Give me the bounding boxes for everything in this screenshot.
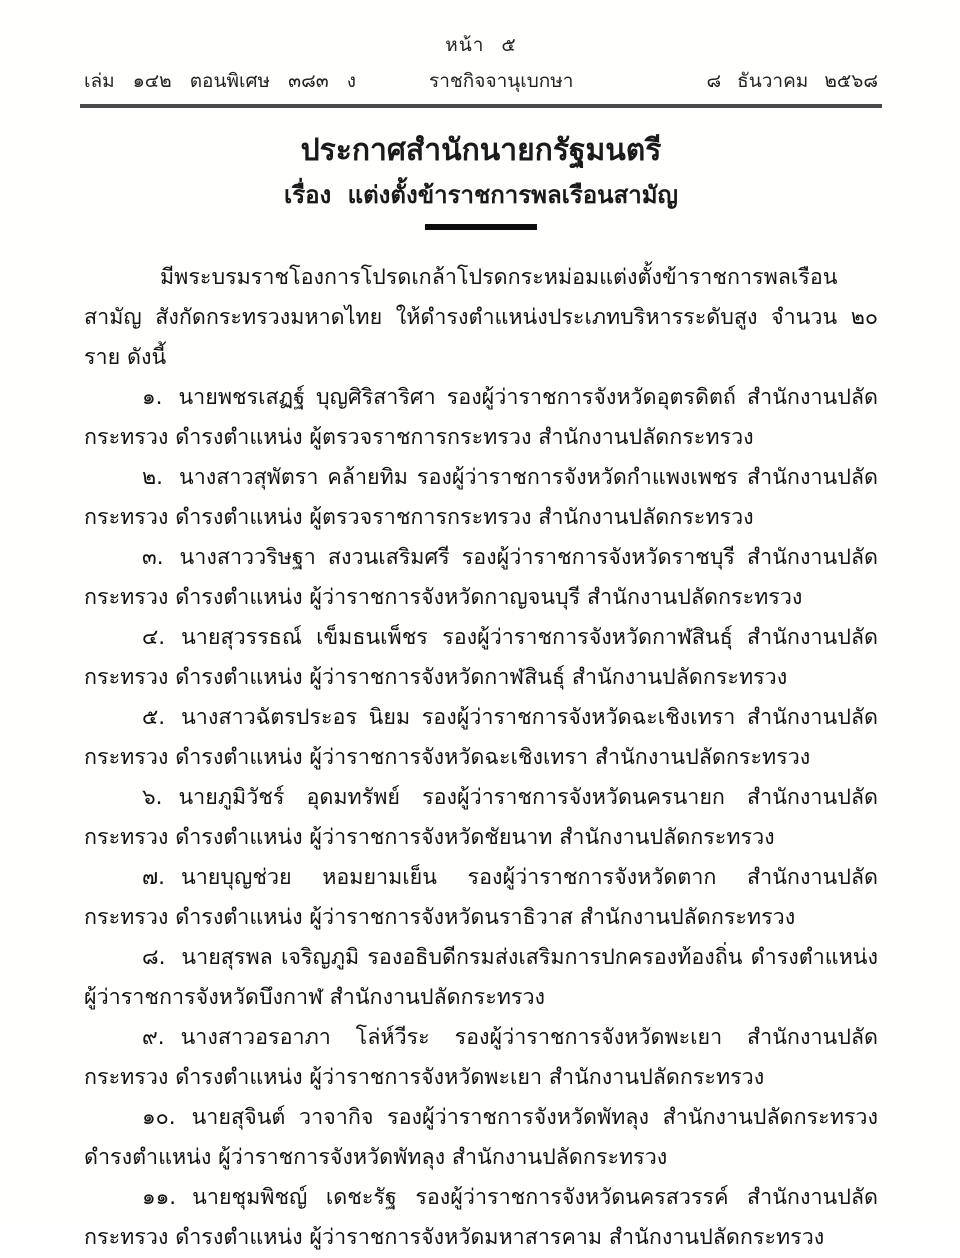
item-text: นางสาวสุพัตรา คล้ายทิม รองผู้ว่าราชการจังหวัดกำแพงเพชร สำนักงานปลัดกระทรวง ดำรงตำแหน่ง ผู้ตรวจราชการกระทรวง สำนักงานปลัดกระทรวง (84, 464, 878, 530)
item-number: ๔. (142, 624, 166, 650)
appointment-item (84, 538, 878, 618)
appointment-item (84, 378, 878, 458)
item-text: นางสาวอรอาภา โล่ห์วีระ รองผู้ว่าราชการจังหวัดพะเยา สำนักงานปลัดกระทรวง ดำรงตำแหน่ง ผู้ว่าราชการจังหวัดพะเยา สำนักงานปลัดกระทรวง (84, 1024, 878, 1090)
item-text: นายพชรเสฏฐ์ บุญศิริสาริศา รองผู้ว่าราชการจังหวัดอุตรดิตถ์ สำนักงานปลัดกระทรวง ดำรงตำแหน่ง ผู้ตรวจราชการกระทรวง สำนักงานปลัดกระทรวง (84, 384, 878, 450)
item-text: นายสุจินต์ วาจากิจ รองผู้ว่าราชการจังหวัดพัทลุง สำนักงานปลัดกระทรวง ดำรงตำแหน่ง ผู้ว่าราชการจังหวัดพัทลุง สำนักงานปลัดกระทรวง (84, 1104, 878, 1170)
item-number: ๗. (142, 864, 166, 890)
item-text: นายภูมิวัชร์ อุดมทรัพย์ รองผู้ว่าราชการจังหวัดนครนายก สำนักงานปลัดกระทรวง ดำรงตำแหน่ง ผู้ว่าราชการจังหวัดชัยนาท สำนักงานปลัดกระทรวง (84, 784, 878, 850)
item-number: ๙. (142, 1024, 165, 1050)
item-text: นายบุญช่วย หอมยามเย็น รองผู้ว่าราชการจังหวัดตาก สำนักงานปลัดกระทรวง ดำรงตำแหน่ง ผู้ว่าราชการจังหวัดนราธิวาส สำนักงานปลัดกระทรวง (84, 864, 878, 930)
gazette-name: ราชกิจจานุเบกษา (429, 70, 574, 92)
intro-paragraph: มีพระบรมราชโองการโปรดเกล้าโปรดกระหม่อมแต่งตั้งข้าราชการพลเรือนสามัญ สังกัดกระทรวงมหาดไทย ให้ดำรงตำแหน่งประเภทบริหารระดับสูง จำนวน ๒๐ ราย ดังนี้ (84, 264, 878, 370)
item-number: ๒. (142, 464, 164, 490)
publication-date: ๘ ธันวาคม ๒๕๖๘ (706, 70, 878, 92)
appointment-item (84, 858, 878, 938)
masthead-row (84, 66, 878, 96)
item-number: ๖. (142, 784, 163, 810)
item-number: ๑๑. (142, 1184, 177, 1210)
appointment-item (84, 698, 878, 778)
announcement-body (84, 258, 878, 1258)
volume-issue-label: เล่ม ๑๔๒ ตอนพิเศษ ๓๘๓ ง (84, 70, 357, 92)
appointment-item (84, 778, 878, 858)
item-number: ๕. (142, 704, 166, 730)
item-text: นางสาววริษฐา สงวนเสริมศรี รองผู้ว่าราชการจังหวัดราชบุรี สำนักงานปลัดกระทรวง ดำรงตำแหน่ง ผู้ว่าราชการจังหวัดกาญจนบุรี สำนักงานปลัดกระทรวง (84, 544, 878, 610)
item-text: นางสาวฉัตรประอร นิยม รองผู้ว่าราชการจังหวัดฉะเชิงเทรา สำนักงานปลัดกระทรวง ดำรงตำแหน่ง ผู้ว่าราชการจังหวัดฉะเชิงเทรา สำนักงานปลัดกระทรวง (84, 704, 878, 770)
item-number: ๑๐. (142, 1104, 176, 1130)
item-number: ๑. (142, 384, 163, 410)
announcement-subject: เรื่อง แต่งตั้งข้าราชการพลเรือนสามัญ (284, 180, 678, 209)
item-text: นายสุรพล เจริญภูมิ รองอธิบดีกรมส่งเสริมการปกครองท้องถิ่น ดำรงตำแหน่ง ผู้ว่าราชการจังหวัดบึงกาฬ สำนักงานปลัดกระทรวง (84, 944, 878, 1010)
announcement-title: ประกาศสำนักนายกรัฐมนตรี (300, 133, 662, 168)
appointment-item (84, 618, 878, 698)
title-block (84, 132, 878, 230)
appointment-item (84, 1098, 878, 1178)
item-text: นายสุวรรธณ์ เข็มธนเพ็ชร รองผู้ว่าราชการจังหวัดกาฬสินธุ์ สำนักงานปลัดกระทรวง ดำรงตำแหน่ง ผู้ว่าราชการจังหวัดกาฬสินธุ์ สำนักงานปลัดกระทรวง (84, 624, 878, 690)
page-number: หน้า ๕ (445, 34, 517, 56)
title-divider-bar (425, 224, 537, 230)
item-text: นายชุมพิชญ์ เดชะรัฐ รองผู้ว่าราชการจังหวัดนครสวรรค์ สำนักงานปลัดกระทรวง ดำรงตำแหน่ง ผู้ว่าราชการจังหวัดมหาสารคาม สำนักงานปลัดกระทรวง (84, 1184, 878, 1250)
item-number: ๘. (142, 944, 166, 970)
item-number: ๓. (142, 544, 164, 570)
appointment-item (84, 938, 878, 1018)
running-head (84, 30, 878, 108)
appointment-item (84, 458, 878, 538)
header-rule (80, 104, 882, 108)
appointment-item (84, 1178, 878, 1258)
appointment-item (84, 1018, 878, 1098)
